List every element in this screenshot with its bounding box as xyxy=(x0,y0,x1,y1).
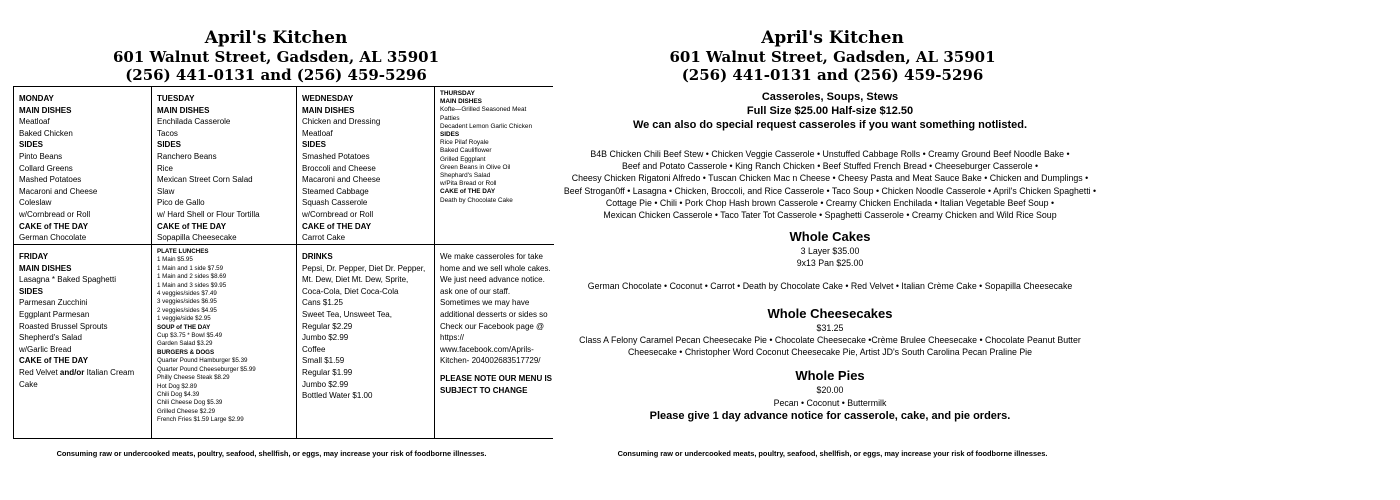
main-dish: Lasagna * Baked Spaghetti xyxy=(19,275,116,285)
drinks-heading: DRINKS xyxy=(302,252,333,261)
plate-price-item: 1 veggie/side $2.95 xyxy=(157,315,211,323)
plate-price-item: French Fries $1.59 Large $2.99 xyxy=(157,416,244,424)
casseroles-list xyxy=(560,148,1100,221)
cake-option-cont: Cake xyxy=(19,379,38,389)
side-dish: Rice xyxy=(157,163,174,173)
side-dish: Macaroni and Cheese xyxy=(19,186,98,196)
whole-pies-title: Whole Pies xyxy=(795,368,865,384)
side-dish: w/ Hard Shell or Flour Tortilla xyxy=(157,209,260,219)
drink-item: Cans $1.25 xyxy=(302,298,343,308)
whole-cakes-list: German Chocolate • Coconut • Carrot • Death by Chocolate Cake • Red Velvet • Italian Crème Cake • Sopapilla Cheesecake xyxy=(587,280,1073,291)
side-dish: Baked Cauliflower xyxy=(440,147,492,155)
plate-price-item: Chili Cheese Dog $5.39 xyxy=(157,399,223,407)
side-dish: Parmesan Zucchini xyxy=(19,298,88,308)
side-dish: Roasted Brussel Sprouts xyxy=(19,321,108,331)
notice-line: ask one of our staff. xyxy=(440,286,511,296)
main-dishes-heading: MAIN DISHES xyxy=(19,263,72,273)
casserole-list-line: Cheesy Chicken Rigatoni Alfredo • Tuscan Chicken Mac n Cheese • Cheesy Pasta and Meat Sauce Bake • Chicken and Dumplings • xyxy=(571,173,1089,184)
plate-section-heading: BURGERS & DOGS xyxy=(157,348,215,356)
side-dish: Green Beans in Olive Oil xyxy=(440,163,511,171)
main-dish: Meatloaf xyxy=(19,117,50,127)
plate-price-item: Cup $3.75 * Bowl $5.49 xyxy=(157,332,223,340)
menu-header xyxy=(0,30,552,83)
plate-price-item: Philly Cheese Steak $8.29 xyxy=(157,374,230,382)
whole-cakes-title: Whole Cakes xyxy=(789,229,871,245)
cake-of-day: German Chocolate xyxy=(19,233,87,243)
drinks-cell xyxy=(297,245,435,439)
casseroles-title: Casseroles, Soups, Stews xyxy=(761,91,899,103)
notice-line: https:// xyxy=(440,333,465,343)
side-dish: Steamed Cabbage xyxy=(302,186,369,196)
day-heading: TUESDAY xyxy=(157,94,195,103)
friday-cell xyxy=(14,245,152,439)
side-dish: Rice Pilaf Royale xyxy=(440,139,489,147)
main-dish: Baked Chicken xyxy=(19,128,73,138)
plate-price-item: Quarter Pound Hamburger $5.39 xyxy=(157,357,248,365)
sides-heading: SIDES xyxy=(302,140,327,150)
plate-price-item: 4 veggies/sides $7.49 xyxy=(157,290,217,298)
plate-section-heading: PLATE LUNCHES xyxy=(157,248,209,255)
casserole-list-line: Beef and Potato Casserole • King Ranch Chicken • Beef Stuffed French Bread • Cheeseburger Casserole • xyxy=(621,161,1039,172)
side-dish: w/Garlic Bread xyxy=(19,344,72,354)
day-heading: FRIDAY xyxy=(19,252,49,261)
cake-of-day: Carrot Cake xyxy=(302,233,346,243)
cake-option: Red Velvet xyxy=(19,367,60,377)
main-dishes-heading: MAIN DISHES xyxy=(19,105,72,115)
main-dish: Tacos xyxy=(157,128,178,138)
wednesday-cell xyxy=(297,87,435,245)
main-dish: Patties xyxy=(440,114,460,122)
sides-heading: SIDES xyxy=(19,286,44,296)
plate-price-item: Garden Salad $3.29 xyxy=(157,340,213,348)
cake-of-day: Death by Chocolate Cake xyxy=(440,196,513,204)
main-dish: Kofte—Grilled Seasoned Meat xyxy=(440,106,527,114)
casseroles-note: We can also do special request casseroles if you want something notlisted. xyxy=(632,119,1028,131)
weekly-menu-grid xyxy=(13,86,553,439)
plate-price-item: Quarter Pound Cheeseburger $5.99 xyxy=(157,365,256,373)
main-dishes-heading: MAIN DISHES xyxy=(302,105,355,115)
specials-body xyxy=(560,90,1100,423)
advance-notice: Please give 1 day advance notice for casserole, cake, and pie orders. xyxy=(649,409,1011,422)
cake-of-day xyxy=(19,367,151,379)
casserole-list-line: Beef Strogan0ff • Lasagna • Chicken, Broccoli, and Rice Casserole • Taco Soup • Chicken Noodle Casserole • April's Chicken Spaghetti • xyxy=(563,185,1097,196)
plate-lunches-cell xyxy=(152,245,297,439)
menu-change-notice: SUBJECT TO CHANGE xyxy=(440,385,528,395)
notice-line: We make casseroles for take xyxy=(440,252,544,261)
day-heading: THURSDAY xyxy=(440,90,475,97)
menu-page-left xyxy=(0,0,552,500)
cake-heading: CAKE of THE DAY xyxy=(19,221,89,231)
drink-item: Coffee xyxy=(302,344,326,354)
main-dish: Meatloaf xyxy=(302,128,333,138)
drink-item: Mt. Dew, Diet Mt. Dew, Sprite, xyxy=(302,275,409,285)
notice-line: www.facebook.com/Aprils- xyxy=(440,344,534,354)
restaurant-name: April's Kitchen xyxy=(204,28,348,48)
plate-price-item: 1 Main $5.95 xyxy=(157,256,193,264)
whole-cheesecakes-title: Whole Cheesecakes xyxy=(767,305,893,321)
drink-item: Regular $2.29 xyxy=(302,321,353,331)
notice-line: We just need advance notice. xyxy=(440,275,545,285)
casserole-list-line: B4B Chicken Chili Beef Stew • Chicken Veggie Casserole • Unstuffed Cabbage Rolls • Creamy Ground Beef Noodle Bake • xyxy=(590,149,1070,159)
side-dish: Mexican Street Corn Salad xyxy=(157,175,253,185)
cake-of-day: Sopapilla Cheesecake xyxy=(157,233,237,243)
notice-line: additional desserts or sides so xyxy=(440,309,548,319)
cake-price-layer: 3 Layer $35.00 xyxy=(800,246,860,257)
restaurant-address: 601 Walnut Street, Gadsden, AL 35901 xyxy=(112,48,439,66)
side-dish: Collard Greens xyxy=(19,163,73,173)
restaurant-phone: (256) 441-0131 and (256) 459-5296 xyxy=(125,66,427,84)
menu-change-notice: PLEASE NOTE OUR MENU IS xyxy=(440,373,553,383)
notice-line: Kitchen- 204002683517729/ xyxy=(440,356,541,366)
plate-price-item: 2 veggies/sides $4.95 xyxy=(157,306,217,314)
cheesecake-list-line: Class A Felony Caramel Pecan Cheesecake Pie • Chocolate Cheesecake •Crème Brulee Cheesecake • Chocolate Peanut Butter xyxy=(579,335,1081,346)
plate-price-item: Chili Dog $4.39 xyxy=(157,390,200,398)
side-dish: w/Pita Bread or Roll xyxy=(440,180,497,188)
casserole-list-line: Mexican Chicken Casserole • Taco Tater Tot Casserole • Spaghetti Casserole • Creamy Chicken and Wild Rice Soup xyxy=(603,210,1057,221)
menu-page-right xyxy=(560,0,1400,500)
sides-heading: SIDES xyxy=(19,140,44,150)
notice-line: Check our Facebook page @ xyxy=(440,321,545,331)
drink-item: Regular $1.99 xyxy=(302,367,353,377)
side-dish: Coleslaw xyxy=(19,198,52,208)
side-dish: Pinto Beans xyxy=(19,151,63,161)
food-safety-footer: Consuming raw or undercooked meats, poultry, seafood, shellfish, or eggs, may increase your risk of foodborne illnesses. xyxy=(617,449,1048,458)
cake-heading: CAKE of THE DAY xyxy=(19,356,89,366)
drink-item: Jumbo $2.99 xyxy=(302,379,349,389)
notice-cell xyxy=(435,245,554,439)
main-dish: Enchilada Casserole xyxy=(157,117,231,127)
cake-heading: CAKE of THE DAY xyxy=(157,221,227,231)
cheesecake-list-line: Cheesecake • Christopher Word Coconut Cheesecake Pie, Artist JD's South Carolina Pecan Praline Pie xyxy=(627,347,1033,358)
cake-heading: CAKE of THE DAY xyxy=(302,221,372,231)
side-dish: Smashed Potatoes xyxy=(302,151,370,161)
plate-price-item: 1 Main and 2 sides $8.69 xyxy=(157,273,227,281)
casseroles-price: Full Size $25.00 Half-size $12.50 xyxy=(746,105,914,117)
main-dish: Chicken and Dressing xyxy=(302,117,381,127)
food-safety-footer: Consuming raw or undercooked meats, poultry, seafood, shellfish, or eggs, may increase your risk of foodborne illnesses. xyxy=(56,449,487,458)
main-dishes-heading: MAIN DISHES xyxy=(157,105,210,115)
side-dish: Eggplant Parmesan xyxy=(19,309,90,319)
side-dish: Pico de Gallo xyxy=(157,198,205,208)
cheesecake-price: $31.25 xyxy=(816,322,844,333)
restaurant-name: April's Kitchen xyxy=(761,28,904,48)
side-dish: Squash Casserole xyxy=(302,198,368,208)
sides-heading: SIDES xyxy=(157,140,182,150)
pie-list: Pecan • Coconut • Buttermilk xyxy=(773,397,887,408)
plate-price-item: 1 Main and 1 side $7.59 xyxy=(157,264,224,272)
notice-line: Sometimes we may have xyxy=(440,298,530,308)
side-dish: Mashed Potatoes xyxy=(19,175,82,185)
side-dish: Shepherd's Salad xyxy=(19,333,82,343)
casserole-list-line: Cottage Pie • Chili • Pork Chop Hash brown Casserole • Creamy Chicken Enchilada • Italian Vegetable Beef Soup • xyxy=(605,197,1055,208)
cake-conjunction: and/or xyxy=(59,367,85,377)
cake-option: Italian Cream xyxy=(84,367,135,377)
drink-item: Small $1.59 xyxy=(302,356,345,366)
cake-heading: CAKE of THE DAY xyxy=(440,188,496,196)
drink-item: Coca-Cola, Diet Coca-Cola xyxy=(302,286,399,296)
monday-cell xyxy=(14,87,152,245)
side-dish: Grilled Eggplant xyxy=(440,155,486,163)
drink-item: Sweet Tea, Unsweet Tea, xyxy=(302,309,392,319)
day-heading: WEDNESDAY xyxy=(302,94,354,103)
drink-item: Jumbo $2.99 xyxy=(302,333,349,343)
drink-item: Pepsi, Dr. Pepper, Diet Dr. Pepper, xyxy=(302,263,426,273)
plate-price-item: 3 veggies/sides $6.95 xyxy=(157,298,217,306)
menu-header xyxy=(560,30,1105,83)
tuesday-cell xyxy=(152,87,297,245)
pie-price: $20.00 xyxy=(816,385,844,396)
main-dishes-heading: MAIN DISHES xyxy=(440,98,482,106)
notice-line: home and we sell whole cakes. xyxy=(440,263,551,273)
plate-price-item: Grilled Cheese $2.29 xyxy=(157,407,216,415)
side-dish: Ranchero Beans xyxy=(157,151,217,161)
plate-price-item: 1 Main and 3 sides $9.95 xyxy=(157,281,227,289)
side-dish: Shephard's Salad xyxy=(440,172,491,180)
side-dish: w/Cornbread or Roll xyxy=(302,209,374,219)
cake-price-pan: 9x13 Pan $25.00 xyxy=(796,258,864,269)
side-dish: w/Cornbread or Roll xyxy=(19,209,91,219)
restaurant-phone: (256) 441-0131 and (256) 459-5296 xyxy=(681,66,984,84)
side-dish: Macaroni and Cheese xyxy=(302,175,381,185)
plate-price-item: Hot Dog $2.89 xyxy=(157,382,197,390)
plate-section-heading: SOUP of THE DAY xyxy=(157,323,211,331)
drink-item: Bottled Water $1.00 xyxy=(302,391,373,401)
side-dish: Slaw xyxy=(157,186,175,196)
side-dish: Broccoli and Cheese xyxy=(302,163,376,173)
thursday-cell xyxy=(435,87,554,245)
restaurant-address: 601 Walnut Street, Gadsden, AL 35901 xyxy=(669,48,996,66)
main-dish: Decadent Lemon Garlic Chicken xyxy=(440,122,532,130)
day-heading: MONDAY xyxy=(19,94,54,103)
sides-heading: SIDES xyxy=(440,131,460,139)
